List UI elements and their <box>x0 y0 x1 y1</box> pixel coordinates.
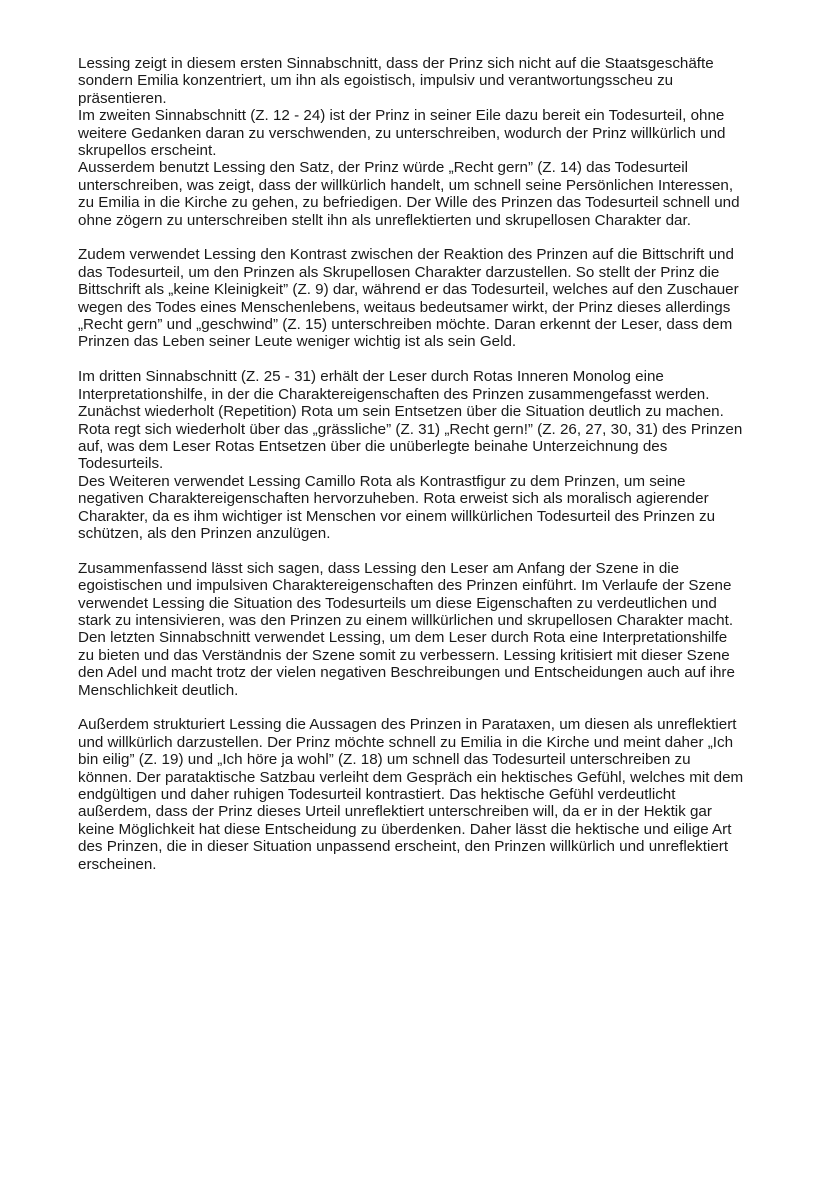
text-line: auf, was dem Leser Rotas Entsetzen über die unüberlegte beinahe Unterzeichnung des <box>78 437 668 455</box>
paragraph-5 <box>78 716 818 873</box>
text-line: und willkürlich darzustellen. Der Prinz möchte schnell zu Emilia in die Kirche und meint daher „Ich <box>78 733 734 751</box>
text-line: Zudem verwendet Lessing den Kontrast zwischen der Reaktion des Prinzen auf die Bittschrift und <box>78 246 734 264</box>
text-line: endgültigen und daher ruhigen Todesurteil kontrastiert. Das hektische Gefühl verdeutlicht <box>78 786 676 803</box>
text-line: verwendet Lessing die Situation des Todesurteils um diese Eigenschaften zu verdeutlichen und <box>78 594 717 612</box>
text-line: Außerdem strukturiert Lessing die Aussagen des Prinzen in Parataxen, um diesen als unreflektiert <box>78 716 737 734</box>
paragraph-2 <box>78 246 818 350</box>
text-line: Im dritten Sinnabschnitt (Z. 25 - 31) erhält der Leser durch Rotas Inneren Monolog eine <box>78 368 664 386</box>
text-line: Bittschrift als „keine Kleinigkeit” (Z. 9) dar, während er das Todesurteil, welches auf den Zuschauer <box>78 281 739 299</box>
text-line: keine Möglichkeit hat diese Entscheidung zu überdenken. Daher lässt die hektische und eilige Art <box>78 820 732 838</box>
paragraph-1 <box>78 55 818 229</box>
text-line: das Todesurteil, um den Prinzen als Skrupellosen Charakter darzustellen. So stellt der Prinz die <box>78 263 720 281</box>
text-line: negativen Charaktereigenschaften hervorzuheben. Rota erweist sich als moralisch agierender <box>78 490 709 508</box>
text-line: Rota regt sich wiederholt über das „grässliche” (Z. 31) „Recht gern!” (Z. 26, 27, 30, 31) des Prinzen <box>78 420 743 438</box>
text-line: zu bieten und das Verständnis der Szene somit zu verbessern. Lessing kritisiert mit dieser Szene <box>78 646 730 664</box>
text-line: Zusammenfassend lässt sich sagen, dass Lessing den Leser am Anfang der Szene in die <box>78 559 680 577</box>
text-line: bin eilig” (Z. 19) und „Ich höre ja wohl” (Z. 18) um schnell das Todesurteil unterschreiben zu <box>78 751 691 769</box>
text-line: Zunächst wiederholt (Repetition) Rota um sein Entsetzen über die Situation deutlich zu machen. <box>78 403 724 421</box>
text-line: schützen, als den Prinzen anzulügen. <box>78 524 331 542</box>
text-line: Charakter, da es ihm wichtiger ist Menschen vor einem willkürlichen Todesurteil des Prinzen zu <box>78 507 716 525</box>
text-line: präsentieren. <box>78 89 167 107</box>
text-line: weitere Gedanken daran zu verschwenden, zu unterschreiben, wodurch der Prinz willkürlich und <box>78 124 726 142</box>
document-page <box>78 55 818 890</box>
text-line: Interpretationshilfe, in der die Charaktereigenschaften des Prinzen zusammengefasst werden. <box>78 385 710 403</box>
text-line: außerdem, dass der Prinz dieses Urteil unreflektiert unterschreiben will, da er in der Hektik gar <box>78 803 712 821</box>
text-line: Den letzten Sinnabschnitt verwendet Lessing, um dem Leser durch Rota eine Interpretationshilfe <box>78 629 728 647</box>
text-line: Lessing zeigt in diesem ersten Sinnabschnitt, dass der Prinz sich nicht auf die Staatsgeschäfte <box>78 55 714 72</box>
text-line: können. Der parataktische Satzbau verleiht dem Gespräch ein hektisches Gefühl, welches mit dem <box>78 768 744 786</box>
text-line: stark zu intensivieren, was den Prinzen zu einem willkürlichen und skrupellosen Charakter macht. <box>78 611 734 629</box>
text-line: ohne zögern zu unterschreiben stellt ihn als unreflektierten und skrupellosen Charakter dar. <box>78 211 691 229</box>
text-line: den Adel und macht trotz der vielen negativen Beschreibungen und Entscheidungen auch auf ihre <box>78 664 735 682</box>
text-line: Ausserdem benutzt Lessing den Satz, der Prinz würde „Recht gern” (Z. 14) das Todesurteil <box>78 159 689 177</box>
paragraph-3 <box>78 368 818 542</box>
text-line: skrupellos erscheint. <box>78 142 217 160</box>
text-line: Des Weiteren verwendet Lessing Camillo Rota als Kontrastfigur zu dem Prinzen, um seine <box>78 472 686 490</box>
text-line: Im zweiten Sinnabschnitt (Z. 12 - 24) ist der Prinz in seiner Eile dazu bereit ein Todesurteil, ohne <box>78 107 725 125</box>
text-line: erscheinen. <box>78 855 157 873</box>
text-line: zu Emilia in die Kirche zu gehen, zu befriedigen. Der Wille des Prinzen das Todesurteil schnell und <box>78 194 740 212</box>
text-line: Prinzen das Leben seiner Leute weniger wichtig ist als sein Geld. <box>78 333 517 351</box>
text-line: Menschlichkeit deutlich. <box>78 681 239 699</box>
text-line: des Prinzen, die in dieser Situation unpassend erscheint, den Prinzen willkürlich und unreflektiert <box>78 838 729 856</box>
text-line: „Recht gern” und „geschwind” (Z. 15) unterschreiben möchte. Daran erkennt der Leser, dass dem <box>78 316 733 334</box>
text-line: wegen des Todes eines Menschenlebens, weitaus bedeutsamer wirkt, der Prinz dieses allerdings <box>78 298 731 316</box>
text-line: unterschreiben, was zeigt, dass der willkürlich handelt, um schnell seine Persönlichen Interessen, <box>78 176 734 194</box>
paragraph-4 <box>78 560 818 699</box>
text-line: Todesurteils. <box>78 455 164 473</box>
text-line: sondern Emilia konzentriert, um ihn als egoistisch, impulsiv und verantwortungsscheu zu <box>78 72 674 90</box>
text-line: egoistischen und impulsiven Charaktereigenschaften des Prinzen einführt. Im Verlaufe der Szene <box>78 577 732 595</box>
